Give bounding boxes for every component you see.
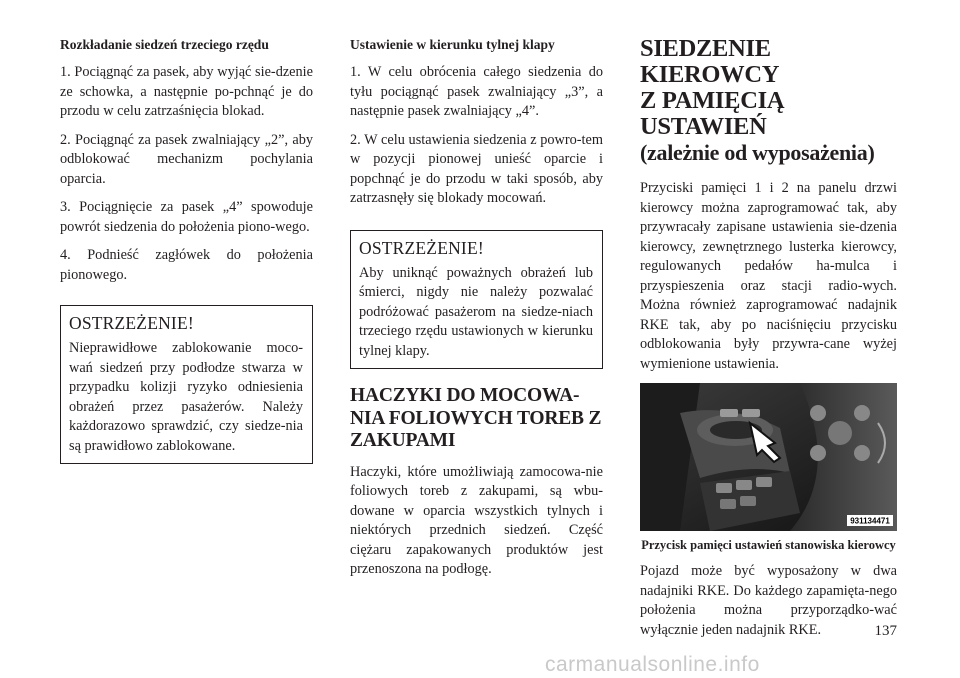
rke-transmitters-text: Pojazd może być wyposażony w dwa nadajniki RKE. Do każdego zapamięta-nego położenia można przyporządko-wać wyłącznie jeden nadajnik RKE. [640, 563, 897, 638]
photo-code: 931134471 [850, 516, 890, 526]
step-3-text: 3. Pociągnięcie za pasek „4” spowoduje powrót siedzenia do położenia piono-wego. [60, 199, 313, 235]
third-row-unfold-heading: Rozkładanie siedzeń trzeciego rzędu [60, 37, 269, 52]
grocery-hooks-text: Haczyki, które umożliwiają zamocowa-nie foliowych toreb z zakupami, są wbu-dowane w oparcia wszystkich tylnych i niektórych przednich siedzeń. Część ciężaru zapakowanych produktów jest przenoszona na podłogę. [350, 463, 603, 577]
step-4-text: 4. Podnieść zagłówek do położenia pionowego. [60, 247, 313, 283]
step-1-text: 1. Pociągnąć za pasek, aby wyjąć sie-dzenie ze schowka, a następnie po-pchnąć je do przodu w celu zatrzaśnięcia blokad. [60, 64, 313, 119]
warning-box-tailgate [350, 230, 603, 370]
title-line-3: (zależnie od wyposażenia) [640, 140, 875, 165]
door-panel-photo [640, 383, 897, 531]
tailgate-step-1-text: 1. W celu obrócenia całego siedzenia do tyłu pociągnąć pasek zwalniający „3”, a następnie pasek zwalniający „4”. [350, 64, 603, 119]
warning-title: OSTRZEŻENIE! [69, 313, 194, 333]
watermark-text: carmanualsonline.info [545, 653, 760, 676]
column-right [640, 36, 897, 649]
page-number: 137 [874, 623, 897, 639]
title-line-1: SIEDZENIE KIEROWCY [640, 35, 780, 88]
column-middle [350, 36, 603, 589]
tailgate-position-heading: Ustawienie w kierunku tylnej klapy [350, 37, 555, 52]
step-2-text: 2. Pociągnąć za pasek zwalniający „2”, aby odblokować mechanizm pochylania oparcia. [60, 131, 313, 187]
column-left [60, 36, 313, 464]
photo-caption: Przycisk pamięci ustawień stanowiska kierowcy [641, 538, 896, 552]
warning-title: OSTRZEŻENIE! [359, 237, 484, 258]
warning-text: Nieprawidłowe zablokowanie moco-wań siedzeń przy podłodze stwarza w przypadku kolizji ryzyko odniesienia obrażeń przez pasażerów. Należy każdorazowo sprawdzić, czy siedze-nia są prawidłowo zablokowane. [69, 340, 303, 454]
warning-box-seat-anchors [60, 305, 313, 464]
title-line-2: Z PAMIĘCIĄ USTAWIEŃ [640, 87, 785, 140]
grocery-hooks-section-title: HACZYKI DO MOCOWA-NIA FOLIOWYCH TOREB Z ZAKUPAMI [350, 385, 602, 451]
warning-text: Aby uniknąć poważnych obrażeń lub śmierci, nigdy nie należy pozwalać podróżować pasażerom na siedze-niach trzeciego rzędu ustawionych w kierunku tylnej klapy. [359, 264, 593, 359]
door-panel-illustration [640, 383, 897, 531]
memory-seat-section-title [640, 36, 897, 166]
memory-buttons-text: Przyciski pamięci 1 i 2 na panelu drzwi kierowcy można zaprogramować tak, aby przywracały zapisane ustawienia sie-dzenia kierowcy, zewnętrznego lusterka kierowcy, regulowanych pedałów ha-mulca i przyspieszenia oraz stacji radio-wych. Można również zaprogramować nadajnik RKE tak, aby po naciśnięciu przycisku odblokowania były przywra-cane wyżej wymienione ustawienia. [640, 180, 897, 372]
tailgate-step-2-text: 2. W celu ustawienia siedzenia z powro-tem w pozycji pionowej unieść oparcie i popchnąć je do przodu w taki sposób, aby zatrzasnęły się blokady mocowań. [350, 131, 603, 206]
